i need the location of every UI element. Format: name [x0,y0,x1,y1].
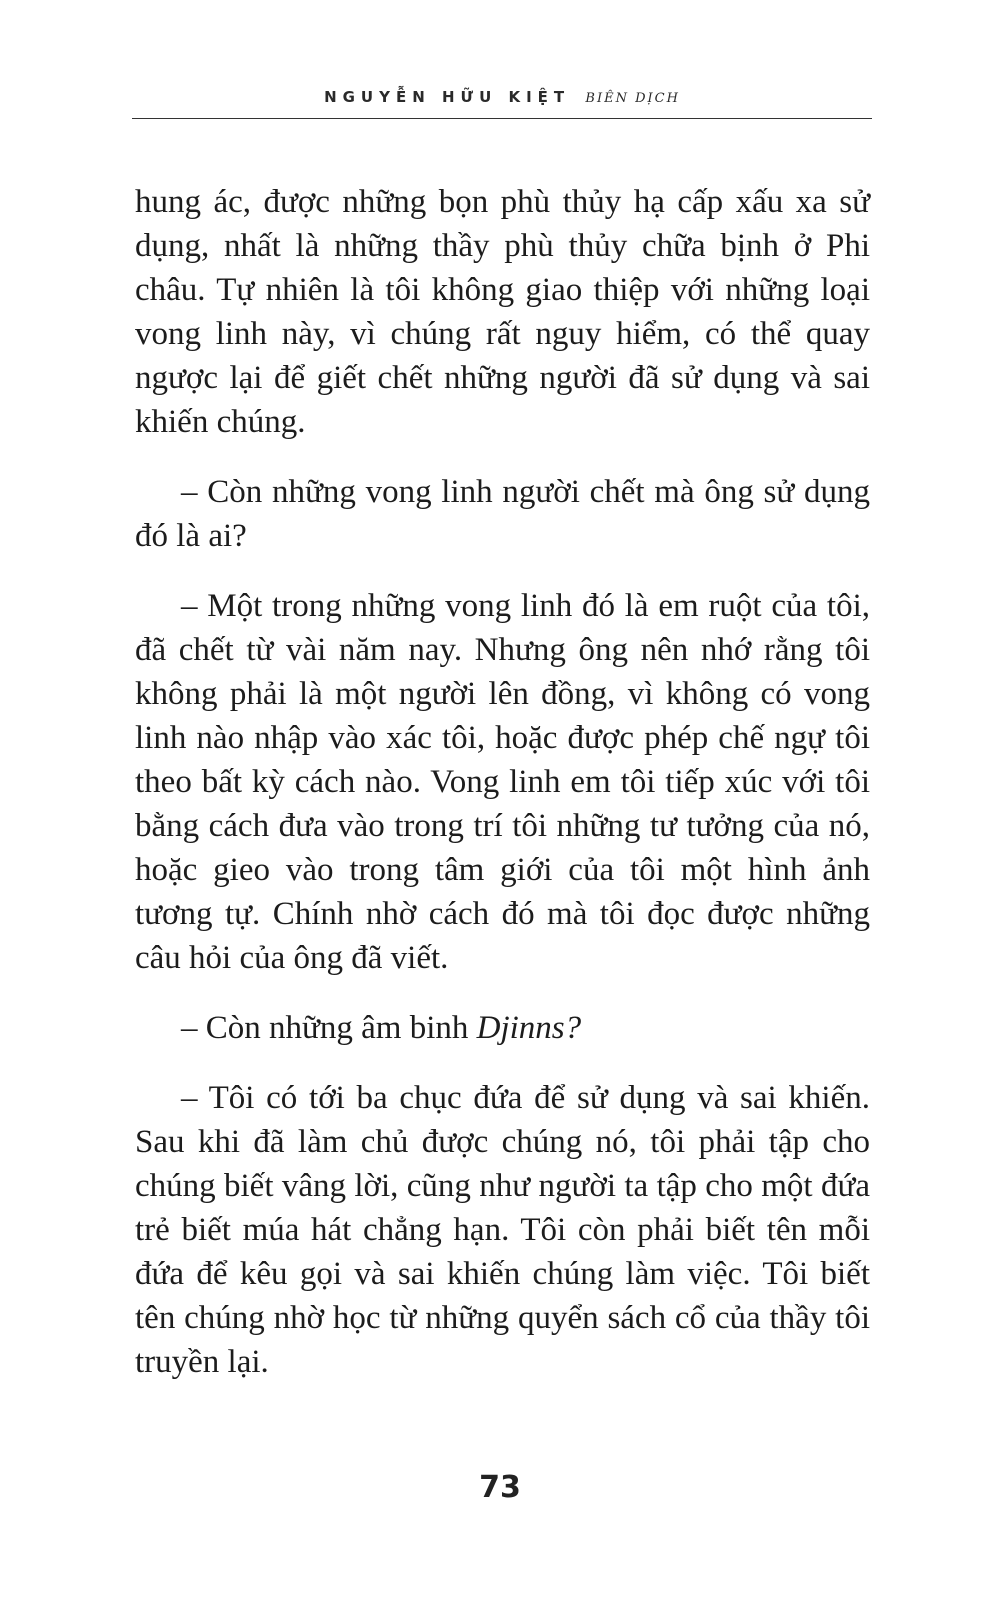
paragraph-1: hung ác, được những bọn phù thủy hạ cấp xấu xa sử dụng, nhất là những thầy phù thủy chữa bịnh ở Phi châu. Tự nhiên là tôi không giao thiệp với những loại vong linh này, vì chúng rất nguy hiểm, có thể quay ngược lại để giết chết những người đã sử dụng và sai khiến chúng. [135,184,870,440]
header-rule [132,118,872,119]
body-text [135,180,870,1410]
header-role: BIÊN DỊCH [585,91,680,106]
paragraph-2: – Còn những vong linh người chết mà ông sử dụng đó là ai? [135,474,870,554]
paragraph-3: – Một trong những vong linh đó là em ruột của tôi, đã chết từ vài năm nay. Nhưng ông nên nhớ rằng tôi không phải là một người lên đồng, vì không có vong linh nào nhập vào xác tôi, hoặc được phép chế ngự tôi theo bất kỳ cách nào. Vong linh em tôi tiếp xúc với tôi bằng cách đưa vào trong trí tôi những tư tưởng của nó, hoặc gieo vào trong tâm giới của tôi một hình ảnh tương tự. Chính nhờ cách đó mà tôi đọc được những câu hỏi của ông đã viết. [135,588,870,976]
paragraph-4 [135,1006,870,1050]
paragraph-4-italic: Djinns? [476,1010,582,1046]
paragraph-5: – Tôi có tới ba chục đứa để sử dụng và sai khiến. Sau khi đã làm chủ được chúng nó, tôi phải tập cho chúng biết vâng lời, cũng như người ta tập cho một đứa trẻ biết múa hát chẳng hạn. Tôi còn phải biết tên mỗi đứa để kêu gọi và sai khiến chúng làm việc. Tôi biết tên chúng nhờ học từ những quyển sách cổ của thầy tôi truyền lại. [135,1080,870,1380]
running-header [132,88,872,106]
page-number: 73 [479,1470,521,1505]
header-author: NGUYỄN HỮU KIỆT [324,88,571,106]
paragraph-4-text: – Còn những âm binh [181,1010,477,1046]
